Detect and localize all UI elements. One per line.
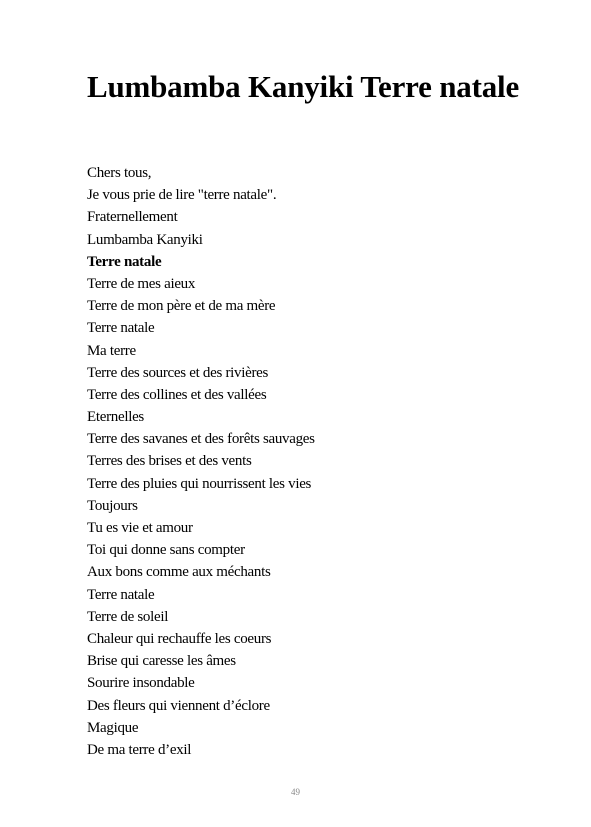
- text-line: Toujours: [87, 497, 138, 514]
- text-line: De ma terre d’exil: [87, 741, 192, 758]
- text-line: Aux bons comme aux méchants: [87, 564, 271, 581]
- text-line: Je vous prie de lire "terre natale".: [87, 187, 277, 204]
- text-line: Terre natale: [87, 320, 155, 337]
- text-line: Terre de mon père et de ma mère: [87, 298, 276, 315]
- text-line: Ma terre: [87, 342, 136, 359]
- text-line: Tu es vie et amour: [87, 520, 193, 536]
- text-line: Sourire insondable: [87, 675, 195, 692]
- poem-body: [87, 162, 527, 761]
- text-line: Terres des brises et des vents: [87, 453, 252, 470]
- text-line: Terre des sources et des rivières: [87, 364, 269, 381]
- text-line: Terre de mes aieux: [87, 275, 196, 292]
- document-title: Lumbamba Kanyiki Terre natale: [87, 69, 519, 104]
- text-line: Chaleur qui rechauffe les coeurs: [87, 630, 272, 647]
- text-line: Magique: [87, 719, 139, 736]
- text-line: Fraternellement: [87, 209, 178, 226]
- text-line: Des fleurs qui viennent d’éclore: [87, 697, 270, 714]
- text-line: Terre des pluies qui nourrissent les vies: [87, 475, 312, 492]
- text-line: Terre des savanes et des forêts sauvages: [87, 431, 315, 448]
- text-line: Eternelles: [87, 409, 144, 426]
- text-line: Terre natale: [87, 586, 155, 603]
- text-line: Terre de soleil: [87, 608, 169, 625]
- page-number: 49: [291, 787, 300, 797]
- text-line: Brise qui caresse les âmes: [87, 653, 236, 670]
- text-line: Lumbamba Kanyiki: [87, 231, 203, 248]
- text-line: Terre des collines et des vallées: [87, 386, 267, 403]
- text-line: Toi qui donne sans compter: [87, 542, 245, 559]
- section-heading: Terre natale: [87, 253, 162, 270]
- text-line: Chers tous,: [87, 165, 152, 181]
